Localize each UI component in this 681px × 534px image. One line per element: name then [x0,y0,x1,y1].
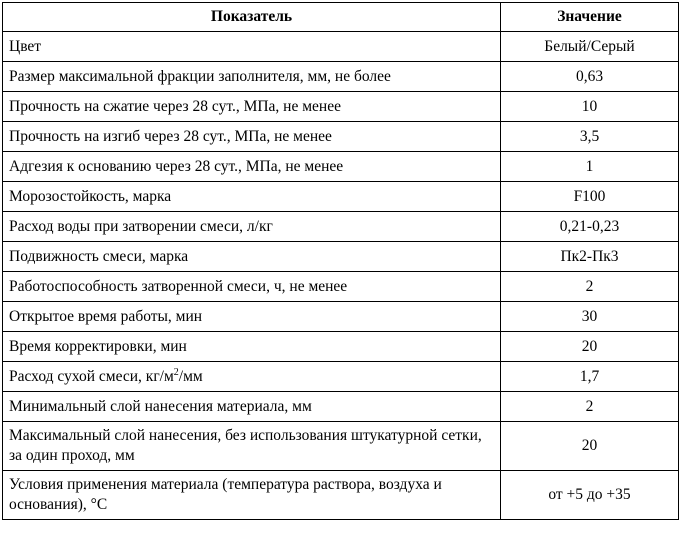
row-name: Подвижность смеси, марка [3,242,501,272]
row-value: Белый/Серый [501,32,679,62]
header-indicator: Показатель [3,3,501,32]
row-value: 1 [501,152,679,182]
row-name-text: Расход сухой смеси, кг/м [9,367,174,385]
row-value: 2 [501,392,679,422]
row-name: Открытое время работы, мин [3,302,501,332]
table-row [3,302,679,332]
table-header-row [3,3,679,32]
table-row [3,182,679,212]
row-name: Расход воды при затворении смеси, л/кг [3,212,501,242]
row-name: Размер максимальной фракции заполнителя, мм, не более [3,62,501,92]
row-name-suffix: /мм [178,367,203,385]
row-name: Морозостойкость, марка [3,182,501,212]
table-row [3,92,679,122]
table-row [3,422,679,471]
row-value: 0,21-0,23 [501,212,679,242]
table-row [3,212,679,242]
table-row [3,152,679,182]
specifications-table [2,2,679,520]
table-row [3,242,679,272]
row-value: 20 [501,422,679,471]
row-value: от +5 до +35 [501,471,679,520]
row-value: F100 [501,182,679,212]
row-name-superscript: 2 [173,366,179,378]
row-value: 2 [501,272,679,302]
row-name: Время корректировки, мин [3,332,501,362]
row-name: Работоспособность затворенной смеси, ч, не менее [3,272,501,302]
row-name: Прочность на сжатие через 28 сут., МПа, не менее [3,92,501,122]
row-value: 1,7 [501,362,679,392]
table-row [3,471,679,520]
header-value: Значение [501,3,679,32]
row-value: 3,5 [501,122,679,152]
row-value: 30 [501,302,679,332]
row-name: Условия применения материала (температура раствора, воздуха и основания), °С [3,471,501,520]
row-name: Прочность на изгиб через 28 сут., МПа, не менее [3,122,501,152]
row-name: Максимальный слой нанесения, без использования штукатурной сетки, за один проход, мм [3,422,501,471]
table-row [3,332,679,362]
row-name: Адгезия к основанию через 28 сут., МПа, не менее [3,152,501,182]
table-row [3,362,679,392]
row-name [3,362,501,392]
table-row [3,272,679,302]
table-row [3,122,679,152]
row-value: 10 [501,92,679,122]
row-value: 20 [501,332,679,362]
table-row [3,32,679,62]
row-value: Пк2-Пк3 [501,242,679,272]
row-name: Цвет [3,32,501,62]
table-row [3,392,679,422]
row-name: Минимальный слой нанесения материала, мм [3,392,501,422]
table-row [3,62,679,92]
row-value: 0,63 [501,62,679,92]
